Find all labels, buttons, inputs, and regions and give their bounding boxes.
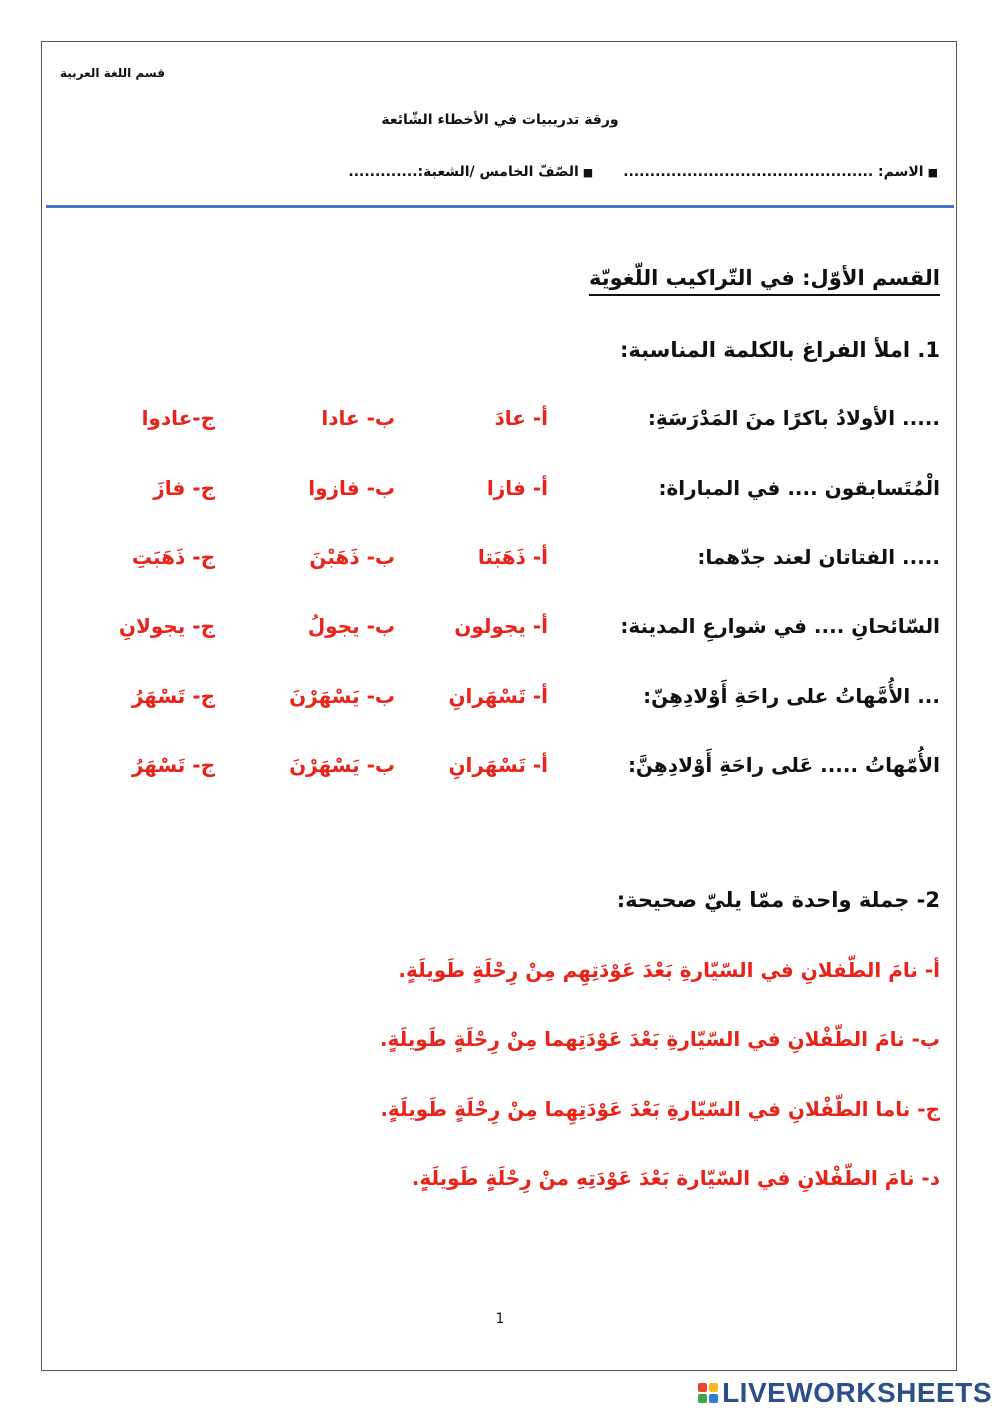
department-label: قسم اللغة العربية (60, 66, 165, 80)
option-b[interactable]: ب- فازوا (308, 476, 395, 500)
option-a[interactable]: أ- تَسْهَرانِ (448, 684, 548, 708)
item-sentence: الأُمّهاتُ ..... عَلى راحَةِ أَوْلادِهِنَّ: (627, 753, 940, 777)
option-c[interactable]: ج-عادوا (141, 406, 215, 430)
answer-option-c[interactable]: ج- ناما الطّفْلانِ في السّيّارةِ بَعْدَ عَوْدَتِهِما مِنْ رِحْلَةٍ طَويلَةٍ. (380, 1097, 940, 1121)
option-b[interactable]: ب- يجولُ (307, 614, 395, 638)
brand-name: LIVEWORKSHEETS (722, 1377, 992, 1408)
answer-option-a[interactable]: أ- نامَ الطّفلانِ في السّيّارةِ بَعْدَ عَوْدَتِهِم مِنْ رِحْلَةٍ طَويلَةٍ. (398, 958, 940, 982)
option-a[interactable]: أ- تَسْهَرانِ (448, 753, 548, 777)
class-field-text: الصّفّ الخامس /الشعبة:............. (348, 164, 579, 180)
item-sentence: الْمُتَسابقون .... في المباراة: (658, 476, 940, 500)
student-info-line (348, 164, 938, 180)
question-1-heading: 1. املأ الفراغ بالكلمة المناسبة: (619, 338, 940, 362)
brand-watermark (698, 1377, 992, 1409)
option-a[interactable]: أ- ذَهَبَتا (477, 545, 548, 569)
name-field-text: الاسم: ............................................... (623, 164, 924, 180)
option-a[interactable]: أ- فازا (486, 476, 548, 500)
answer-option-b[interactable]: ب- نامَ الطّفْلانِ في السّيّارةِ بَعْدَ عَوْدَتِهما مِنْ رِحْلَةٍ طَويلَةٍ. (379, 1027, 940, 1051)
bullet-square-icon: ■ (582, 166, 594, 179)
page-number: 1 (495, 1311, 505, 1327)
option-c[interactable]: ج- يجولانِ (118, 614, 215, 638)
option-c[interactable]: ج- ذَهَبَتِ (131, 545, 215, 569)
name-field[interactable] (623, 164, 938, 180)
class-field[interactable] (348, 164, 593, 180)
item-sentence: السّائحانِ .... في شوارعِ المدينة: (620, 614, 940, 638)
worksheet-title: ورقة تدريبيات في الأخطاء الشّائعة (381, 112, 619, 128)
option-c[interactable]: ج- تَسْهَرُ (131, 684, 215, 708)
header-divider (46, 205, 954, 208)
option-b[interactable]: ب- ذَهَبْنَ (309, 545, 395, 569)
item-sentence: ..... الفتاتان لعند جدّهما: (697, 545, 940, 569)
item-sentence: ..... الأولادُ باكرًا منَ المَدْرَسَةِ: (647, 406, 940, 430)
option-a[interactable]: أ- يجولون (454, 614, 548, 638)
option-c[interactable]: ج- فازَ (153, 476, 215, 500)
item-sentence: ... الأُمَّهاتُ على راحَةِ أَوْلادِهِنّ: (643, 684, 940, 708)
liveworksheets-logo-icon (698, 1383, 718, 1403)
question-2-heading: 2- جملة واحدة ممّا يليّ صحيحة: (616, 888, 940, 912)
answer-option-d[interactable]: د- نامَ الطّفْلانِ في السّيّارة بَعْدَ عَوْدَتِهِ منْ رِحْلَةٍ طَويلَةٍ. (411, 1166, 940, 1190)
option-c[interactable]: ج- تَسْهَرُ (131, 753, 215, 777)
bullet-square-icon: ■ (927, 166, 938, 179)
option-b[interactable]: ب- عادا (321, 406, 395, 430)
section-title: القسم الأوّل: في التّراكيب اللّغويّة (588, 266, 940, 290)
option-b[interactable]: ب- يَسْهَرْنَ (289, 753, 395, 777)
option-a[interactable]: أ- عادَ (494, 406, 548, 430)
option-b[interactable]: ب- يَسْهَرْنَ (289, 684, 395, 708)
